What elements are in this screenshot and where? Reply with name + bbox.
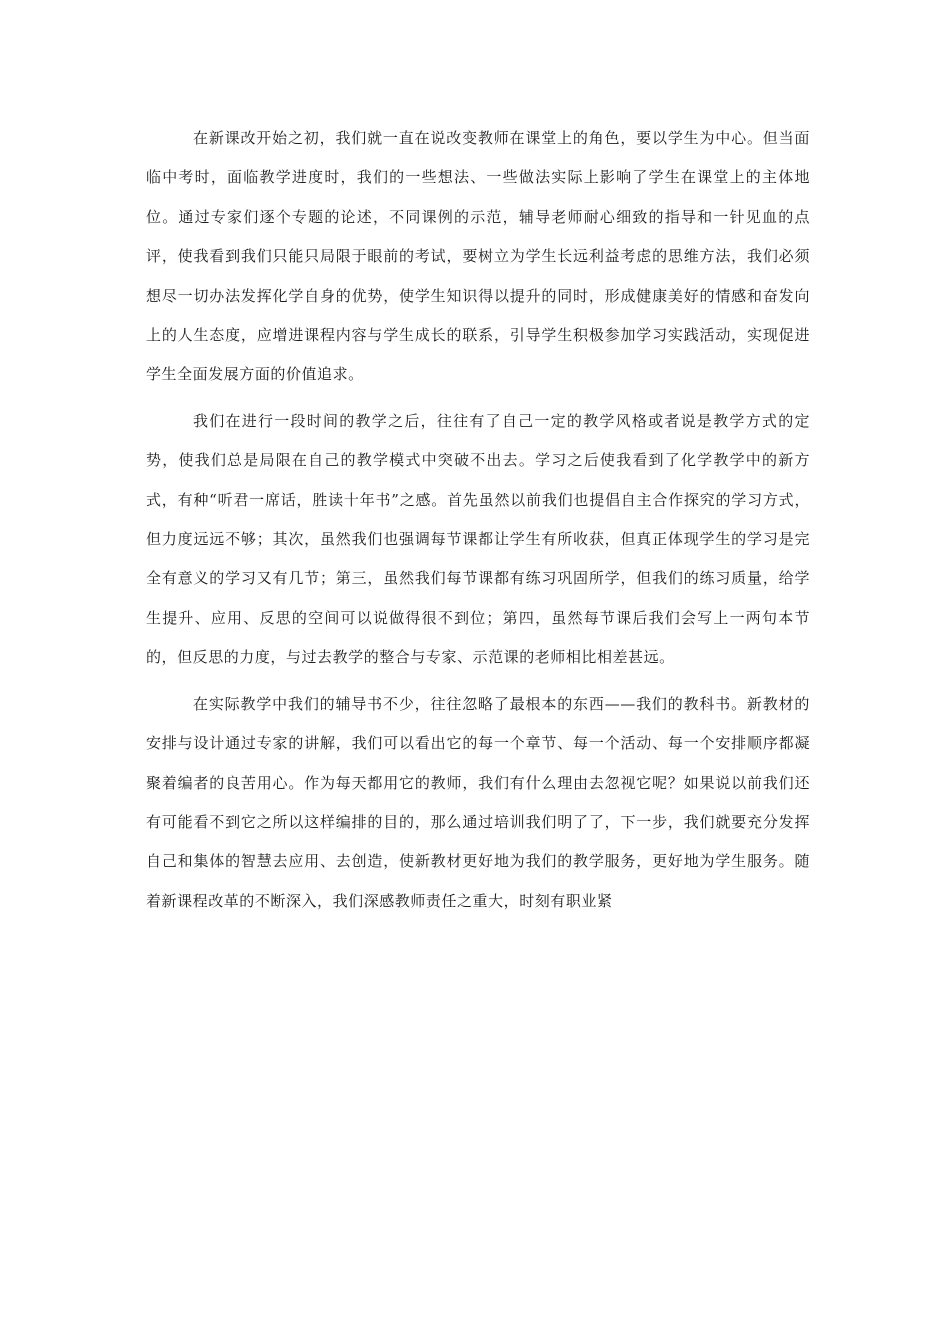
paragraph-3: 在实际教学中我们的辅导书不少，往往忽略了最根本的东西——我们的教科书。新教材的安排与设计通过专家的讲解，我们可以看出它的每一个章节、每一个活动、每一个安排顺序都凝聚着编者的良苦用心。作为每天都用它的教师，我们有什么理由去忽视它呢？如果说以前我们还有可能看不到它之所以这样编排的目的，那么通过培训我们明了了，下一步，我们就要充分发挥自己和集体的智慧去应用、去创造，使新教材更好地为我们的教学服务，更好地为学生服务。随着新课程改革的不断深入，我们深感教师责任之重大，时刻有职业紧	[146, 694, 810, 910]
paragraph-2: 我们在进行一段时间的教学之后，往往有了自己一定的教学风格或者说是教学方式的定势，使我们总是局限在自己的教学模式中突破不出去。学习之后使我看到了化学教学中的新方式，有种“听君一席话，胜读十年书”之感。首先虽然以前我们也提倡自主合作探究的学习方式，但力度远远不够；其次，虽然我们也强调每节课都让学生有所收获，但真正体现学生的学习是完全有意义的学习又有几节；第三，虽然我们每节课都有练习巩固所学，但我们的练习质量，给学生提升、应用、反思的空间可以说做得很不到位；第四，虽然每节课后我们会写上一两句本节的，但反思的力度，与过去教学的整合与专家、示范课的老师相比相差甚远。	[146, 411, 810, 667]
paragraph-1: 在新课改开始之初，我们就一直在说改变教师在课堂上的角色，要以学生为中心。但当面临中考时，面临教学进度时，我们的一些想法、一些做法实际上影响了学生在课堂上的主体地位。通过专家们逐个专题的论述，不同课例的示范，辅导老师耐心细致的指导和一针见血的点评，使我看到我们只能只局限于眼前的考试，要树立为学生长远利益考虑的思维方法，我们必须想尽一切办法发挥化学自身的优势，使学生知识得以提升的同时，形成健康美好的情感和奋发向上的人生态度，应增进课程内容与学生成长的联系，引导学生积极参加学习实践活动，实现促进学生全面发展方面的价值追求。	[146, 129, 810, 384]
document-body	[146, 119, 810, 921]
